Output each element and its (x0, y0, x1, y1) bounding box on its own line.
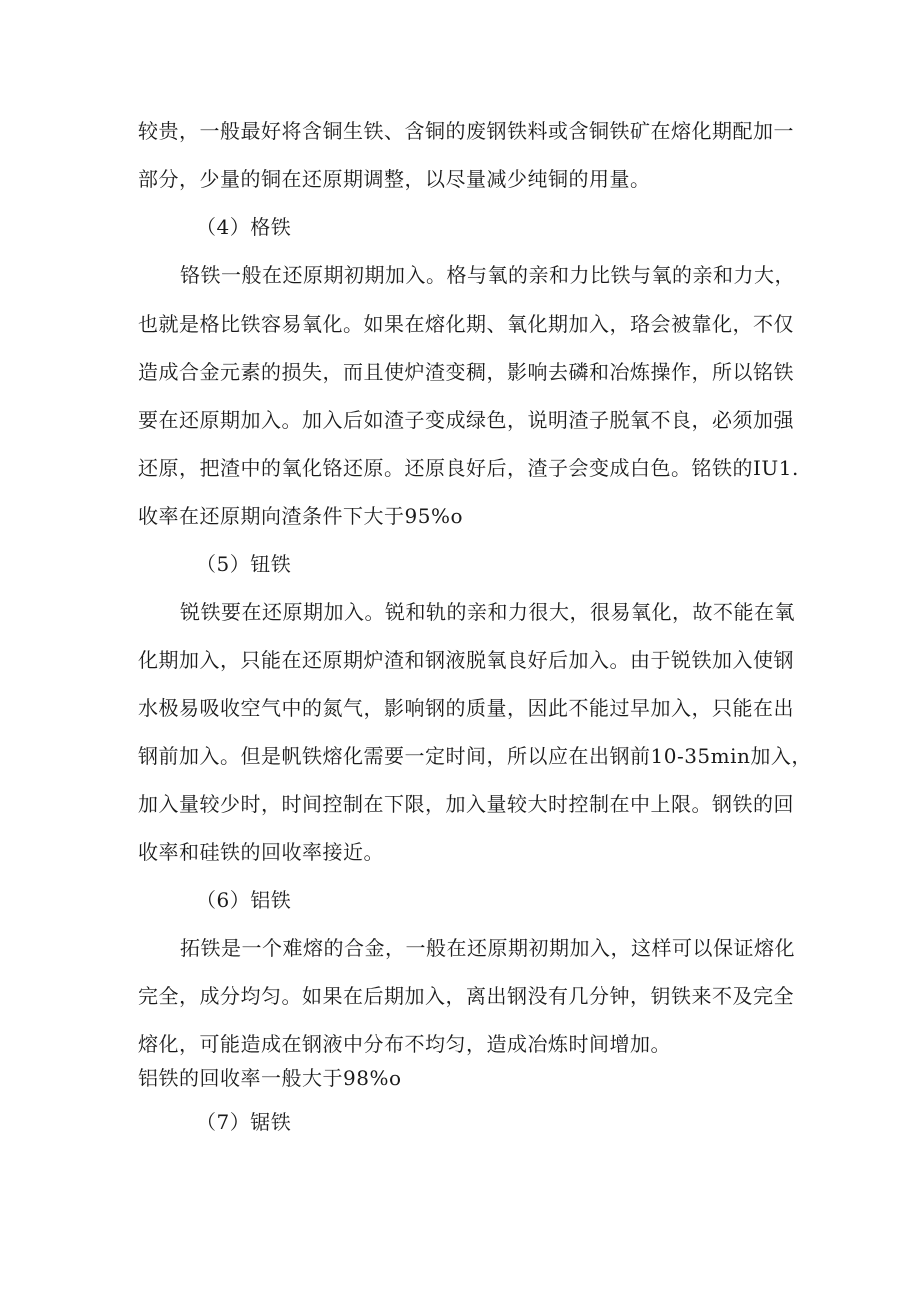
paragraph-line: 熔化，可能造成在钢液中分布不均匀，造成冶炼时间增加。 (138, 1032, 671, 1056)
paragraph-line: 要在还原期加入。加入后如渣子变成绿色，说明渣子脱氧不良，必须加强 (138, 408, 794, 432)
paragraph-line: 铝铁的回收率一般大于98%o (138, 1066, 402, 1090)
paragraph-line: 铬铁一般在还原期初期加入。格与氧的亲和力比铁与氧的亲和力大， (180, 263, 795, 287)
paragraph-line: 拓铁是一个难熔的合金，一般在还原期初期加入，这样可以保证熔化 (180, 936, 795, 960)
paragraph-line: 加入量较少时，时间控制在下限，加入量较大时控制在中上限。钢铁的回 (138, 792, 794, 816)
paragraph-line: 钢前加入。但是帆铁熔化需要一定时间，所以应在出钢前10-35min加入， (138, 744, 812, 768)
paragraph-line: 收率和硅铁的回收率接近。 (138, 840, 384, 864)
paragraph-line: 造成合金元素的损失，而且使炉渣变稠，影响去磷和冶炼操作，所以铭铁 (138, 360, 794, 384)
section-heading: （5）钮铁 (196, 552, 292, 576)
paragraph-line: 化期加入，只能在还原期炉渣和钢液脱氧良好后加入。由于锐铁加入使钢 (138, 648, 794, 672)
paragraph-line: 水极易吸收空气中的氮气，影响钢的质量，因此不能过早加入，只能在出 (138, 696, 794, 720)
paragraph-line: 还原，把渣中的氧化铬还原。还原良好后，渣子会变成白色。铭铁的IU1. (138, 456, 799, 480)
paragraph-line: 完全，成分均匀。如果在后期加入，离出钢没有几分钟，钥铁来不及完全 (138, 984, 794, 1008)
paragraph-line: 较贵，一般最好将含铜生铁、含铜的废钢铁料或含铜铁矿在熔化期配加一 (138, 119, 794, 143)
section-heading: （4）格铁 (196, 215, 292, 239)
paragraph-line: 锐铁要在还原期加入。锐和轨的亲和力很大，很易氧化，故不能在氧 (180, 600, 795, 624)
section-heading: （7）锯铁 (196, 1110, 292, 1134)
paragraph-line: 也就是格比铁容易氧化。如果在熔化期、氧化期加入，珞会被靠化，不仅 (138, 312, 794, 336)
paragraph-line: 收率在还原期向渣条件下大于95%o (138, 504, 463, 528)
paragraph-line: 部分，少量的铜在还原期调整，以尽量减少纯铜的用量。 (138, 167, 651, 191)
section-heading: （6）铝铁 (196, 888, 292, 912)
